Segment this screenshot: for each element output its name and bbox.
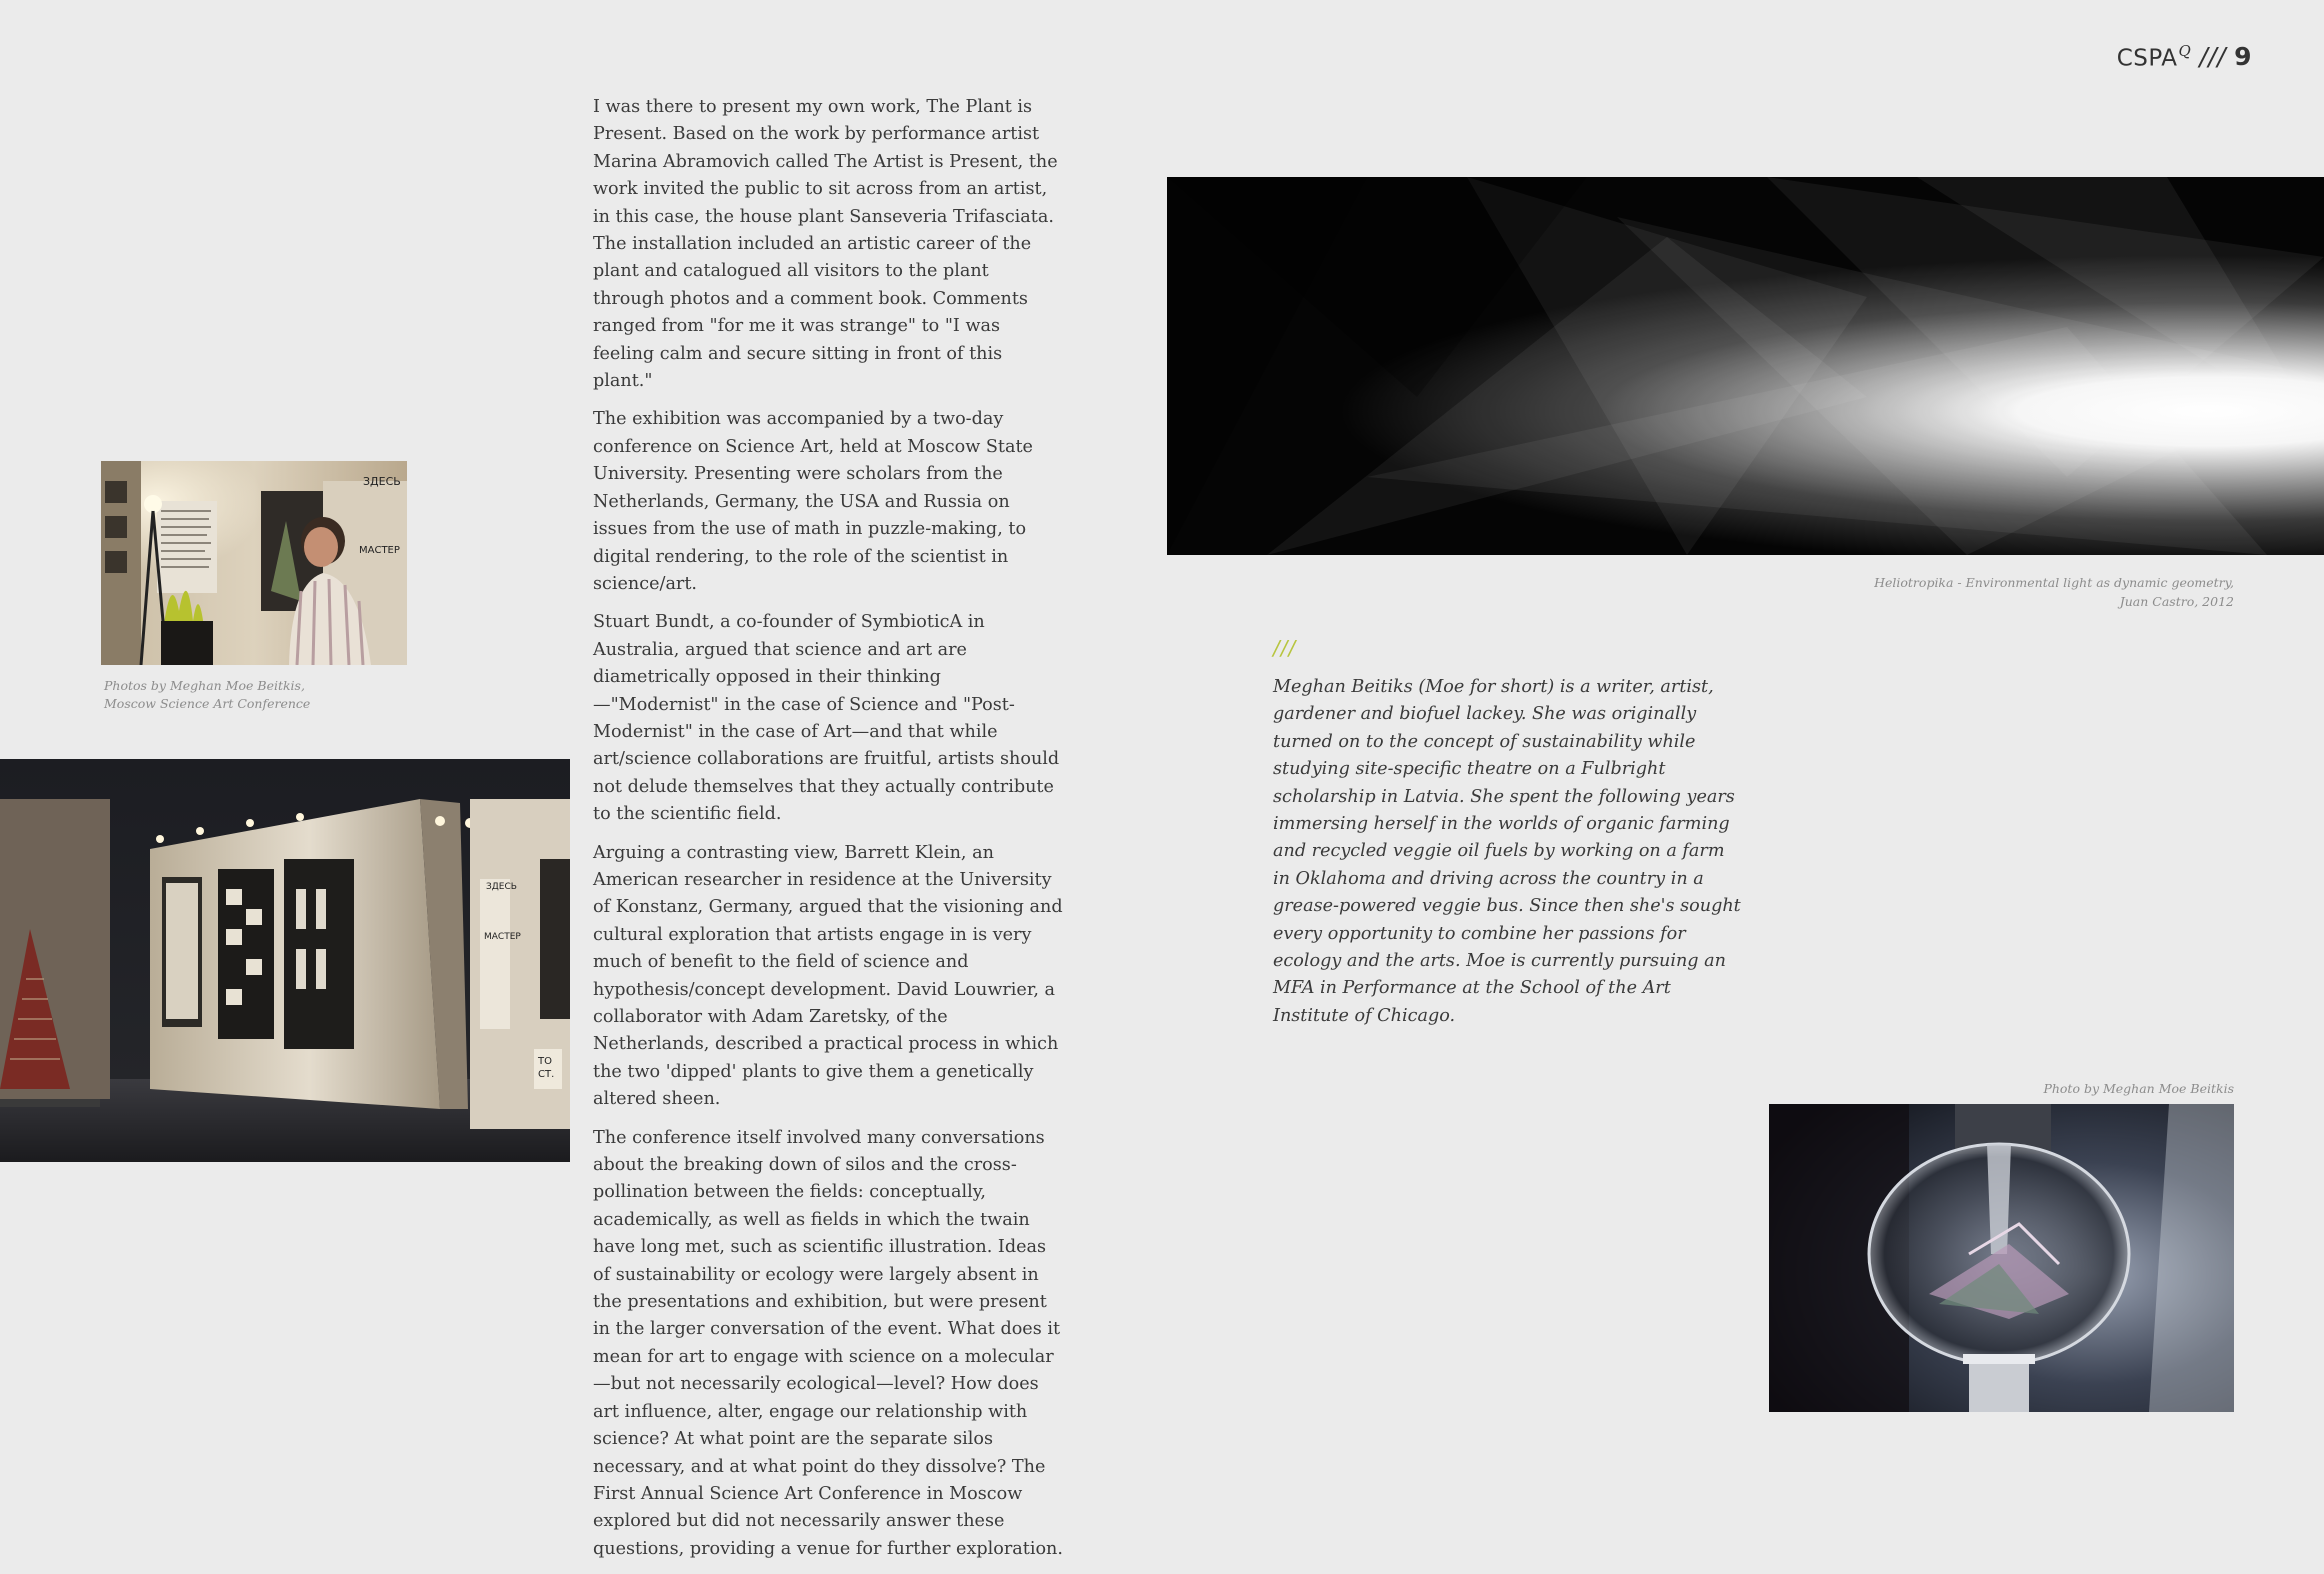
svg-text:ЗДЕСЬ: ЗДЕСЬ <box>363 475 401 488</box>
svg-text:ЗДЕСЬ: ЗДЕСЬ <box>486 882 517 892</box>
gallery-wall-photo <box>0 759 570 1162</box>
author-bio: Meghan Beitiks (Moe for short) is a writer, artist, gardener and biofuel lackey. She was originally turned on to the concept of sustainability while studying site-specific theatre on a Fulbright scholarship in Latvia. She spent the following years immersing herself in the worlds of organic farming and recycled veggie oil fuels by working on a farm in Oklahoma and driving across the country in a grease-powered veggie bus. Since then she's sought every opportunity to combine her passions for ecology and the arts. Moe is currently pursuing an MFA in Performance at the School of the Art Institute of Chicago. <box>1273 677 1741 1026</box>
photo-caption-bulb: Photo by Meghan Moe Beitkis <box>2043 1081 2234 1096</box>
article-paragraph: Stuart Bundt, a co-founder of SymbioticA in Australia, argued that science and art are diametrically opposed in their thinking—"Modernist" in the case of Science and "Post-Modernist" in the case of Art—and that while art/science collaborations are fruitful, artists should not delude themselves that they actually contribute to the scientific field. <box>593 612 1060 825</box>
glass-bulb-plant-photo <box>1769 1104 2234 1412</box>
svg-text:МАСТЕР: МАСТЕР <box>484 932 521 942</box>
heliotropika-light-photo <box>1167 177 2324 555</box>
header-separator: /// <box>2199 42 2227 72</box>
exhibition-visitor-photo <box>101 461 407 665</box>
page-number: 9 <box>2234 42 2252 72</box>
article-paragraph: The conference itself involved many conversations about the breaking down of silos and the cross-pollination between the fields: conceptually, academically, as well as fields in which the twain have long met, such as scientific illustration. Ideas of sustainability or ecology were largely absent in the presentations and exhibition, but were present in the larger conversation of the event. What does it mean for art to engage with science on a molecular—but not necessarily ecological—level? How does art influence, alter, engage our relationship with science? At what point are the separate silos necessary, and at what point do they dissolve? The First Annual Science Art Conference in Moscow explored but did not necessarily answer these questions, providing a venue for further exploration. <box>593 1127 1063 1559</box>
svg-text:СТ.: СТ. <box>538 1069 555 1080</box>
svg-text:ТО: ТО <box>538 1056 552 1067</box>
caption-line: Juan Castro, 2012 <box>2119 594 2234 609</box>
caption-line: Heliotropika - Environmental light as dynamic geometry, <box>1874 575 2234 590</box>
article-paragraph: I was there to present my own work, The Plant is Present. Based on the work by performance artist Marina Abramovich called The Artist is Present, the work invited the public to sit across from an artist, in this case, the house plant Sanseveria Trifasciata. The installation included an artistic career of the plant and catalogued all visitors to the plant through photos and a comment book. Comments ranged from "for me it was strange" to "I was feeling calm and secure sitting in front of this plant." <box>593 97 1058 392</box>
photo-caption-left <box>104 677 334 713</box>
article-paragraph: Arguing a contrasting view, Barrett Klein, an American researcher in residence at the University of Konstanz, Germany, argued that the visioning and cultural exploration that artists engage in is very much of benefit to the field of science and hypothesis/concept development. David Louwrier, a collaborator with Adam Zaretsky, of the Netherlands, described a practical process in which the two 'dipped' plants to give them a genetically altered sheen. <box>593 842 1063 1110</box>
svg-text:МАСТЕР: МАСТЕР <box>359 545 400 556</box>
photo-caption-heliotropika <box>1794 573 2234 611</box>
publication-name: $CSPA^Q$ <box>2116 42 2192 72</box>
article-body <box>593 94 1065 1574</box>
page-header <box>2117 42 2252 71</box>
caption-line: Moscow Science Art Conference <box>104 696 311 711</box>
article-paragraph: The exhibition was accompanied by a two-day conference on Science Art, held at Moscow State University. Presenting were scholars from the Netherlands, Germany, the USA and Russia on issues from the use of math in puzzle-making, to digital rendering, to the role of the scientist in science/art. <box>593 409 1033 594</box>
bio-slashes-mark: /// <box>1273 636 1297 660</box>
caption-line: Photos by Meghan Moe Beitkis, <box>104 678 305 693</box>
